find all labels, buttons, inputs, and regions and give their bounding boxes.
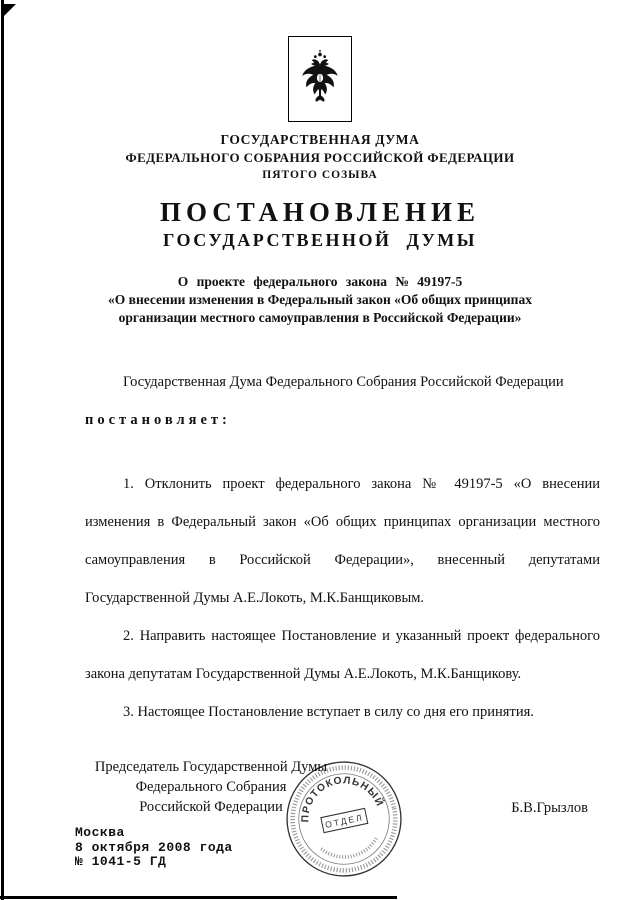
signatory-title-line3: Российской Федерации	[139, 799, 283, 815]
document-subject	[0, 273, 640, 327]
scan-artifact-left-edge	[1, 0, 4, 900]
scan-artifact-corner	[3, 4, 16, 17]
subject-line1: О проекте федерального закона № 49197-5	[177, 274, 463, 289]
footer-city: Москва	[75, 825, 125, 840]
org-name-line2: ФЕДЕРАЛЬНОГО СОБРАНИЯ РОССИЙСКОЙ ФЕДЕРАЦИИ	[125, 150, 515, 165]
double-headed-eagle-icon	[294, 43, 346, 115]
signatory-name: Б.В.Грызлов	[511, 800, 588, 816]
paragraph-1: 1. Отклонить проект федерального закона № 49197-5 «О внесении изменения в Федеральный закон «Об общих принципах организации местного самоуправления в Российской Федерации», внесенный депутатами Государственной Думы А.Е.Локоть, М.К.Банщиковым.	[85, 476, 600, 606]
document-type-title: ПОСТАНОВЛЕНИЕ	[159, 197, 481, 227]
signatory-title-line1: Председатель Государственной Думы	[94, 759, 328, 775]
scan-artifact-bottom-edge	[0, 896, 397, 899]
protocol-department-stamp	[283, 758, 405, 880]
paragraph-3: 3. Настоящее Постановление вступает в силу со дня его принятия.	[123, 704, 534, 720]
intro-paragraph: Государственная Дума Федерального Собрания Российской Федерации	[123, 374, 564, 390]
paragraph-2: 2. Направить настоящее Постановление и указанный проект федерального закона депутатам Государственной Думы А.Е.Локоть, М.К.Банщикову.	[85, 628, 600, 682]
footer-date: 8 октября 2008 года	[75, 839, 233, 855]
org-name-line1: ГОСУДАРСТВЕННАЯ ДУМА	[220, 132, 420, 147]
resolves-line: постановляет:	[85, 412, 231, 428]
stamp-center-text: ОТДЕЛ	[324, 812, 365, 830]
org-name-line3: ПЯТОГО СОЗЫВА	[262, 169, 378, 181]
document-header	[0, 36, 640, 327]
stamp-arc-text: ПРОТОКОЛЬНЫЙ	[300, 775, 386, 823]
subject-line2: «О внесении изменения в Федеральный закон «Об общих принципах	[108, 292, 532, 307]
footer-number: № 1041-5 ГД	[75, 854, 167, 869]
subject-line3: организации местного самоуправления в Российской Федерации»	[118, 310, 522, 325]
coat-of-arms-box	[288, 36, 352, 122]
signatory-title-line2: Федерального Собрания	[135, 779, 287, 795]
document-org-subtitle: ГОСУДАРСТВЕННОЙ ДУМЫ	[163, 230, 477, 250]
